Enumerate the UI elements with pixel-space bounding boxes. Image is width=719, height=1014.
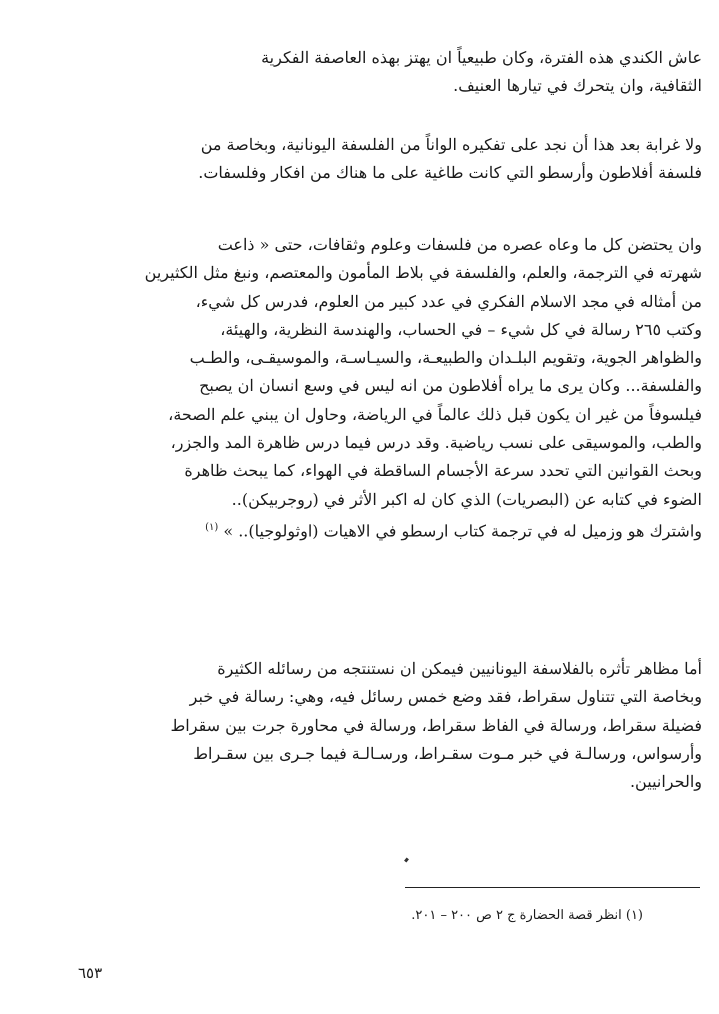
- footnote-marker: (١): [205, 521, 219, 533]
- footnote: (١) انظر قصة الحضارة ج ٢ ص ٢٠٠ – ٢٠١.: [411, 908, 643, 923]
- text-line: ولا غرابة بعد هذا أن نجد على تفكيره الواناً من الفلسفة اليونانية، وبخاصة من: [200, 135, 702, 154]
- text-line: وبحث القوانين التي تحدد سرعة الأجسام الساقطة في الهواء، كما يبحث ظاهرة: [184, 461, 702, 481]
- text-line: فلسفة أفلاطون وأرسطو التي كانت طاغية على ما هناك من افكار وفلسفات.: [198, 163, 702, 183]
- text-line: والطب، والموسيقى على نسب رياضية. وقد درس فيما درس ظاهرة المد والجزر،: [170, 433, 702, 453]
- text-line: من أمثاله في مجد الاسلام الفكري في عدد كبير من العلوم، فدرس كل شيء،: [195, 291, 702, 311]
- text-line: أما مظاهر تأثره بالفلاسفة اليونانيين فيمكن ان نستنتجه من رسائله الكثيرة: [217, 659, 702, 678]
- quote-last-line: [76, 514, 702, 546]
- page-number: ٦٥٣: [78, 964, 103, 982]
- text-line: الضوء في كتابه عن (البصريات) الذي كان له اكبر الأثر في (روجربيكن)..: [231, 489, 702, 509]
- text-line: والظواهر الجوية، وتقويم البلـدان والطبيعـة، والسيـاسـة، والموسيقـى، والطـب: [189, 348, 702, 368]
- text-line: شهرته في الترجمة، والعلم، والفلسفة في بلاط المأمون والمعتصم، ونبغ مثل الكثيرين: [144, 263, 702, 283]
- text-line: وأرسواس، ورسالـة في خبر مـوت سقـراط، ورسـالـة فيما جـرى بين سقـراط: [193, 743, 702, 763]
- text-line: فيلسوفاً من غير ان يكون قبل ذلك عالماً في الرياضة، وحاول ان يبني علم الصحة،: [168, 404, 702, 424]
- text-line: واشترك هو وزميل له في ترجمة كتاب ارسطو في الاهيات (اوثولوجيا).. »: [223, 521, 702, 541]
- stray-mark: [404, 858, 409, 863]
- text-line: وان يحتضن كل ما وعاه عصره من فلسفات وعلوم وثقافات، حتى « ذاعت: [217, 235, 702, 254]
- paragraph-3: [76, 231, 702, 546]
- paragraph-2: [76, 131, 702, 188]
- text-line: وكتب ٢٦٥ رسالة في كل شيء – في الحساب، والهندسة النظرية، والهيئة،: [220, 319, 702, 339]
- footnote-divider: [405, 887, 700, 888]
- text-line: وبخاصة التي تتناول سقراط، فقد وضع خمس رسائل فيه، وهي: رسالة في خبر: [189, 687, 702, 707]
- text-line: عاش الكندي هذه الفترة، وكان طبيعياً ان يهتز بهذه العاصفة الفكرية: [261, 48, 702, 67]
- text-line: والفلسفة... وكان يرى ما يراه أفلاطون من انه ليس في وسع انسان ان يصبح: [199, 376, 702, 396]
- paragraph-4: [76, 655, 702, 796]
- text-line: فضيلة سقراط، ورسالة في الفاظ سقراط، ورسالة في محاورة جرت بين سقراط: [170, 715, 702, 735]
- text-line: الثقافية، وان يتحرك في تيارها العنيف.: [453, 76, 702, 96]
- paragraph-1: [76, 44, 702, 101]
- text-line: والحرانيين.: [629, 772, 702, 792]
